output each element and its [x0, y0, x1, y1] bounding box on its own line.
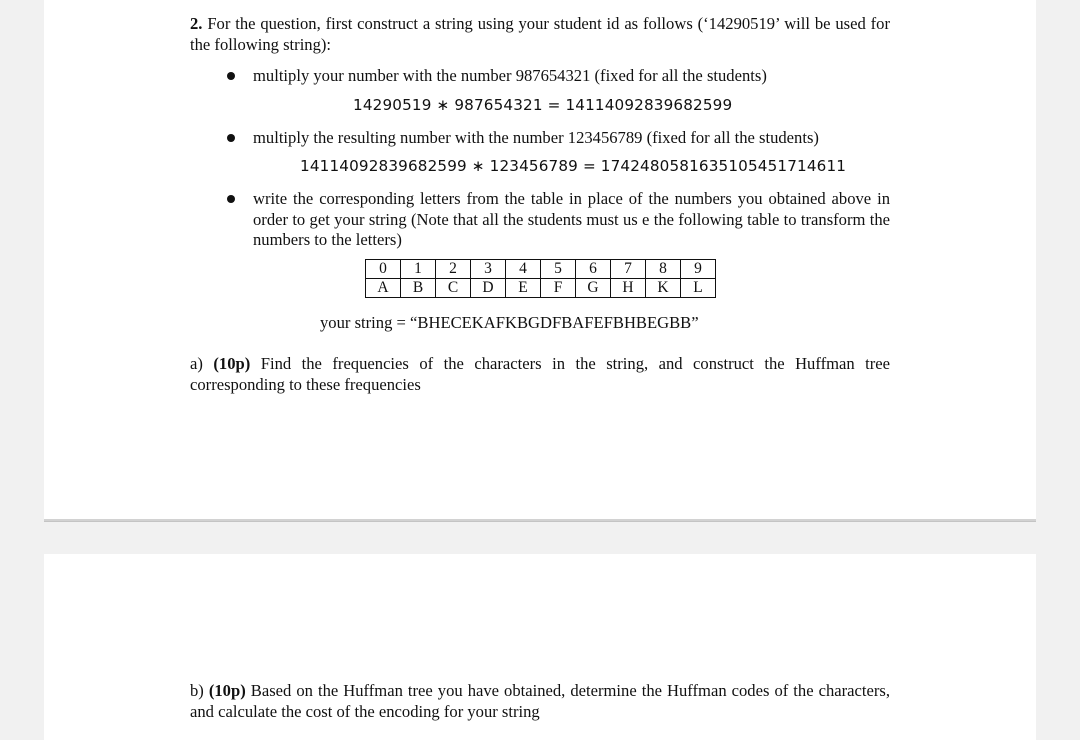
table-cell: K: [646, 279, 681, 298]
table-cell: 3: [471, 260, 506, 279]
part-a-question: [190, 354, 890, 395]
table-cell: 4: [506, 260, 541, 279]
part-b-question: [190, 681, 890, 722]
part-b-points: (10p): [208, 681, 246, 700]
part-a-label: a): [190, 354, 203, 373]
document-page-2: [44, 554, 1036, 740]
table-cell: 7: [611, 260, 646, 279]
result-value: “BHECEKAFKBGDFBAFEFBHBEGBB”: [410, 313, 699, 332]
bullet-icon: [227, 134, 235, 142]
step-1-equation: 14290519 ∗ 987654321 = 14114092839682599: [353, 96, 733, 114]
step-1-text: multiply your number with the number 987654321 (fixed for all the students): [253, 66, 767, 85]
digits-row: [366, 260, 716, 279]
bullet-icon: [227, 195, 235, 203]
step-2-text: multiply the resulting number with the number 123456789 (fixed for all the students): [253, 128, 819, 147]
table-cell: D: [471, 279, 506, 298]
table-cell: L: [681, 279, 716, 298]
result-string: [320, 313, 699, 333]
table-cell: C: [436, 279, 471, 298]
bullet-icon: [227, 72, 235, 80]
table-cell: 8: [646, 260, 681, 279]
step-3-text: write the corresponding letters from the table in place of the numbers you obtained above in order to get your string (Note that all the students must us e the following table to transform the numbers to the letters): [253, 189, 890, 249]
table-cell: 6: [576, 260, 611, 279]
table-cell: G: [576, 279, 611, 298]
part-a-text: Find the frequencies of the characters in the string, and construct the Huffman tree corresponding to these frequencies: [190, 354, 891, 394]
question-number: 2.: [190, 14, 203, 33]
document-page-1: [44, 0, 1036, 519]
table-cell: F: [541, 279, 576, 298]
table-cell: 5: [541, 260, 576, 279]
table-cell: 9: [681, 260, 716, 279]
part-b-label: b): [190, 681, 204, 700]
question-intro-text: For the question, first construct a string using your student id as follows (‘14290519’ will be used for the following string):: [190, 14, 890, 54]
letters-row: [366, 279, 716, 298]
part-b-text: Based on the Huffman tree you have obtained, determine the Huffman codes of the characters, and calculate the cost of the encoding for your string: [190, 681, 890, 721]
table-cell: H: [611, 279, 646, 298]
table-cell: 1: [401, 260, 436, 279]
table-cell: 2: [436, 260, 471, 279]
question-intro: [190, 14, 890, 55]
table-cell: A: [366, 279, 401, 298]
table-cell: E: [506, 279, 541, 298]
digit-letter-table: [365, 259, 716, 298]
result-label: your string =: [320, 313, 411, 332]
table-cell: B: [401, 279, 436, 298]
part-a-points: (10p): [213, 354, 251, 373]
table-cell: 0: [366, 260, 401, 279]
step-2-equation: 14114092839682599 ∗ 123456789 = 1742480581635105451714611: [300, 157, 847, 175]
